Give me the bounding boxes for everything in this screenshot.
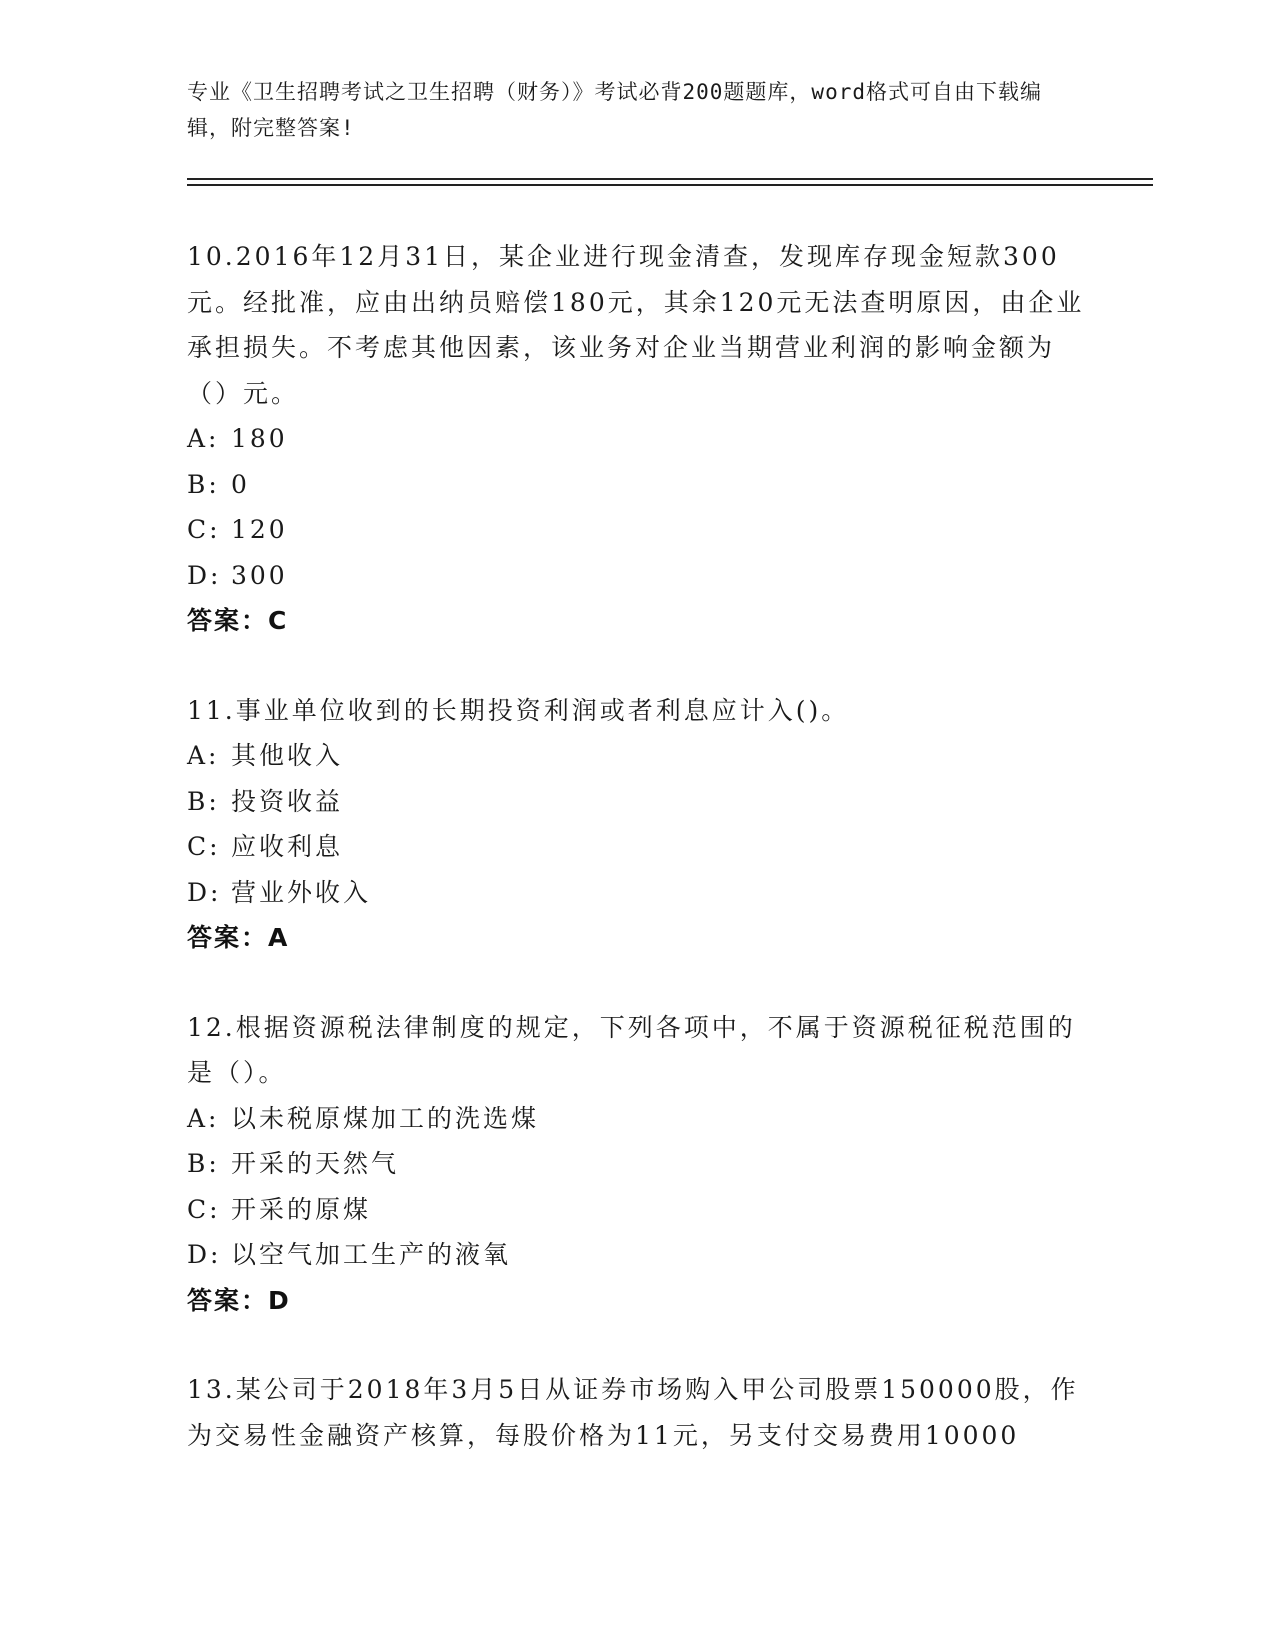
answer-line: 答案：A (187, 923, 290, 952)
option-letter: C: (187, 832, 221, 861)
option-text: 营业外收入 (231, 877, 372, 907)
option-c (187, 824, 1087, 870)
option-letter: A: (187, 741, 220, 770)
option-text: 应收利息 (231, 832, 344, 861)
option-letter: B: (187, 1149, 220, 1178)
option-text: 其他收入 (231, 741, 344, 770)
option-d (187, 870, 1087, 916)
option-text: 180 (231, 424, 288, 453)
option-letter: D: (187, 877, 222, 907)
option-text: 以空气加工生产的液氧 (231, 1240, 512, 1269)
header-rule-top (187, 178, 1153, 180)
question-text: 11.事业单位收到的长期投资利润或者利息应计入()。 (187, 695, 850, 725)
option-b (187, 462, 1087, 508)
option-text: 120 (231, 515, 288, 544)
option-letter: A: (187, 1103, 220, 1133)
option-letter: A: (187, 424, 220, 453)
option-a (187, 1096, 1087, 1142)
option-text: 投资收益 (231, 786, 344, 816)
option-d (187, 553, 1087, 599)
document-header: 专业《卫生招聘考试之卫生招聘（财务）》考试必背200题题库，word格式可自由下载编辑，附完整答案! (187, 80, 1042, 140)
question-list (187, 234, 1087, 1502)
option-c (187, 1187, 1087, 1233)
question-text: 12.根据资源税法律制度的规定，下列各项中，不属于资源税征税范围的是（）。 (187, 1012, 1076, 1087)
option-text: 开采的天然气 (231, 1149, 400, 1178)
question-text: 10.2016年12月31日，某企业进行现金清查，发现库存现金短款300元。经批准，应由出纳员赔偿180元，其余120元无法查明原因，由企业承担损失。不考虑其他因素，该业务对企业当期营业利润的影响金额为（）元。 (187, 242, 1085, 408)
option-text: 300 (231, 560, 288, 590)
option-letter: B: (187, 786, 220, 816)
option-a (187, 733, 1087, 779)
option-a (187, 416, 1087, 462)
option-text: 以未税原煤加工的洗选煤 (231, 1103, 540, 1133)
question-12 (187, 1005, 1087, 1324)
option-c (187, 507, 1087, 553)
option-d (187, 1232, 1087, 1278)
option-text: 开采的原煤 (231, 1194, 372, 1224)
option-letter: B: (187, 469, 220, 499)
question-11 (187, 688, 1087, 961)
option-letter: D: (187, 560, 222, 590)
header-rule-bottom (187, 184, 1153, 186)
option-b (187, 779, 1087, 825)
option-b (187, 1141, 1087, 1187)
option-letter: C: (187, 515, 221, 544)
question-13 (187, 1367, 1087, 1458)
option-letter: D: (187, 1240, 222, 1269)
question-10 (187, 234, 1087, 644)
question-text: 13.某公司于2018年3月5日从证券市场购入甲公司股票150000股，作为交易性金融资产核算，每股价格为11元，另支付交易费用10000 (187, 1375, 1079, 1450)
option-letter: C: (187, 1194, 221, 1224)
answer-line: 答案：C (187, 606, 289, 635)
option-text: 0 (231, 469, 250, 499)
answer-line: 答案：D (187, 1285, 291, 1315)
